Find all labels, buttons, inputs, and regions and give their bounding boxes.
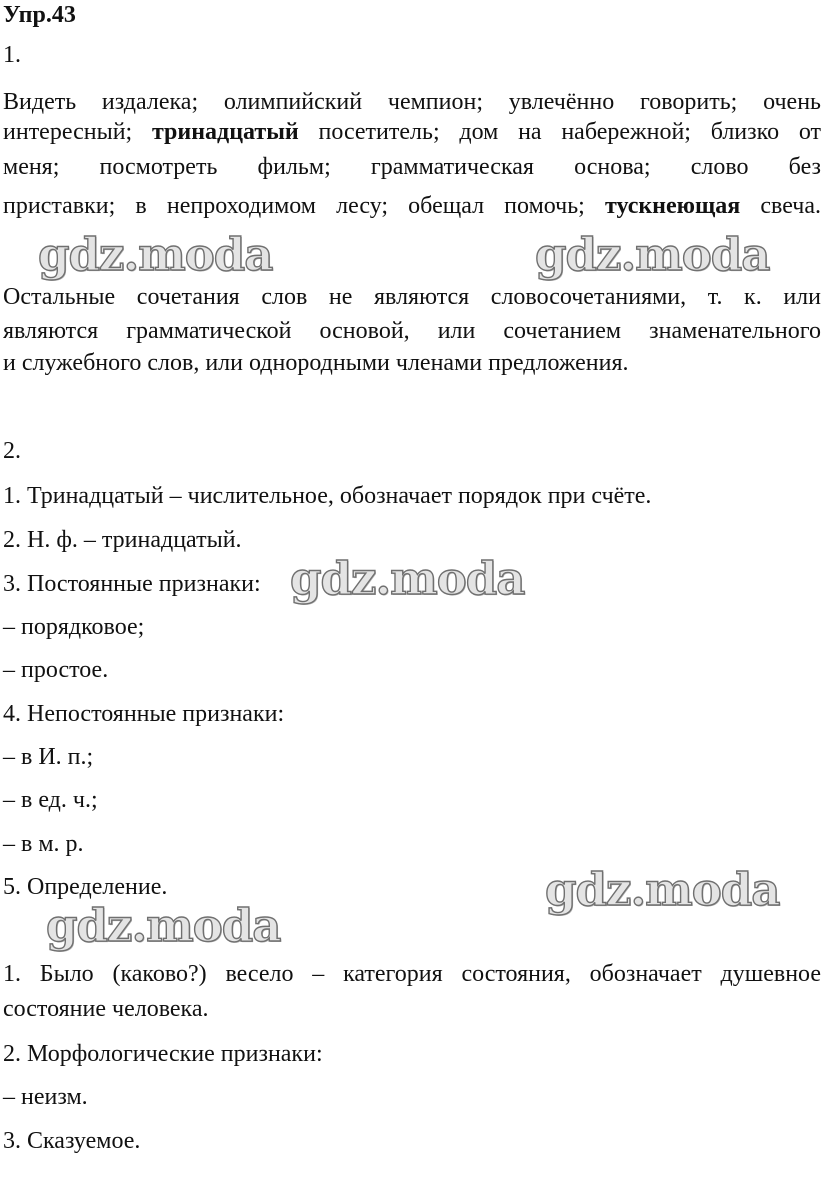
analysis-line: – в м. р. bbox=[3, 831, 84, 857]
analysis-line: 4. Непостоянные признаки: bbox=[3, 701, 285, 727]
watermark-logo: gdz.moda bbox=[290, 552, 525, 605]
exercise-title: Упр.43 bbox=[3, 2, 76, 28]
watermark-logo: gdz.moda bbox=[46, 899, 281, 952]
analysis-line: – простое. bbox=[3, 657, 109, 683]
analysis-line: 5. Определение. bbox=[3, 874, 168, 900]
note-line-1: Остальные сочетания слов не являются словосочетаниями, т. к. или bbox=[3, 284, 821, 310]
bold-word: тускнеющая bbox=[604, 193, 741, 219]
section-2-number: 2. bbox=[3, 438, 21, 464]
note-line-3: и служебного слов, или однородными членами предложения. bbox=[3, 350, 629, 376]
analysis-line: – в И. п.; bbox=[3, 744, 94, 770]
analysis-line: 3. Сказуемое. bbox=[3, 1128, 141, 1154]
watermark-logo: gdz.moda bbox=[535, 228, 770, 281]
analysis-line: 3. Постоянные признаки: bbox=[3, 571, 261, 597]
analysis-line: – порядковое; bbox=[3, 614, 145, 640]
paragraph-line-2: интересный; тринадцатый посетитель; дом на набережной; близко от bbox=[3, 119, 821, 145]
watermark-logo: gdz.moda bbox=[38, 228, 273, 281]
analysis-line: 1. Тринадцатый – числительное, обозначает порядок при счёте. bbox=[3, 483, 652, 509]
analysis-line: состояние человека. bbox=[3, 996, 209, 1022]
analysis-line: – в ед. ч.; bbox=[3, 787, 98, 813]
analysis-line: 2. Н. ф. – тринадцатый. bbox=[3, 527, 242, 553]
note-line-2: являются грамматической основой, или сочетанием знаменательного bbox=[3, 318, 821, 344]
analysis-line: 2. Морфологические признаки: bbox=[3, 1041, 323, 1067]
paragraph-line-4: приставки; в непроходимом лесу; обещал помочь; тускнеющая свеча. bbox=[3, 193, 822, 219]
section-1-number: 1. bbox=[3, 42, 21, 68]
watermark-logo: gdz.moda bbox=[545, 863, 780, 916]
paragraph-line-3: меня; посмотреть фильм; грамматическая основа; слово без bbox=[3, 154, 821, 180]
paragraph-line-1: Видеть издалека; олимпийский чемпион; увлечённо говорить; очень bbox=[3, 89, 821, 115]
analysis-line: 1. Было (каково?) весело – категория состояния, обозначает душевное bbox=[3, 961, 821, 987]
analysis-line: – неизм. bbox=[3, 1084, 88, 1110]
bold-word: тринадцатый bbox=[151, 119, 299, 145]
